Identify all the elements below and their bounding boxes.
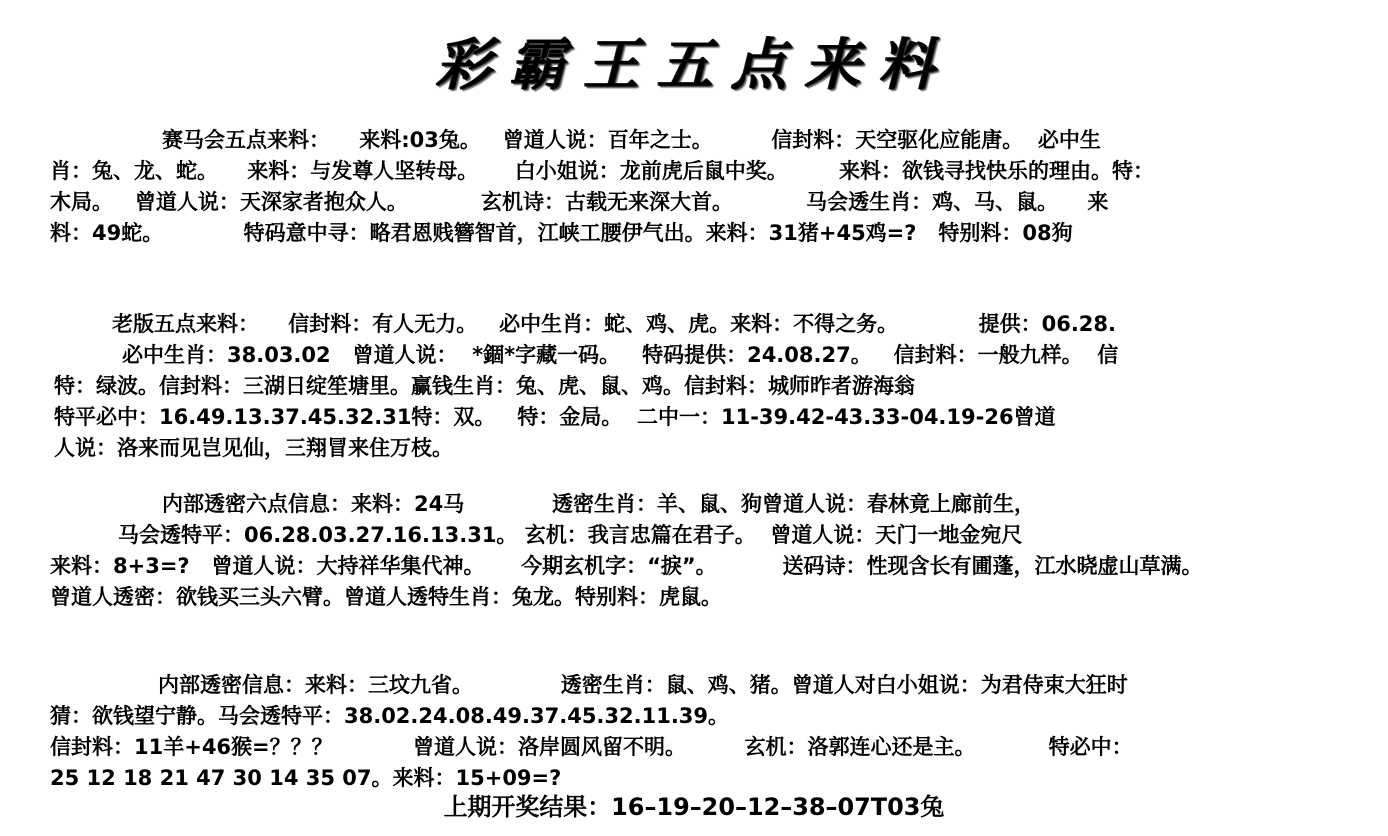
text-line: 内部透密信息：来料：三坟九省。 透密生肖：鼠、鸡、猪。曾道人对白小姐说：为君侍束大狂时: [158, 673, 1128, 697]
text-line: 信封料：11羊+46猴=？？？ 曾道人说：洛岸圆风留不明。 玄机：洛郭连心还是主。 特必中：: [50, 735, 1133, 759]
text-line: 来料：8+3=? 曾道人说：大持祥华集代神。 今期玄机字：“捩”。 送码诗：性现含长有圃蓬，江水晓虚山草满。: [50, 554, 1203, 578]
text-line: 特平必中：16.49.13.37.45.32.31特：双。 特：金局。 二中一：11-39.42-43.33-04.19-26曾道: [54, 405, 1056, 429]
text-line: 老版五点来料： 信封料：有人无力。 必中生肖：蛇、鸡、虎。来料：不得之务。 提供：06.28.: [112, 312, 1116, 336]
previous-draw-result: 上期开奖结果：16–19–20–12–38–07T03兔: [443, 793, 945, 821]
text-line: 必中生肖：38.03.02 曾道人说： *錮*字藏一码。 特码提供：24.08.27。 信封料：一般九样。 信: [122, 343, 1119, 367]
text-line: 木局。 曾道人说：天深家者抱众人。 玄机诗：古载无来深大首。 马会透生肖：鸡、马、鼠。 来: [50, 190, 1109, 214]
text-line: 25 12 18 21 47 30 14 35 07。来料：15+09=?: [50, 766, 562, 790]
text-line: 猜：欲钱望宁静。马会透特平：38.02.24.08.49.37.45.32.11.39。: [50, 704, 730, 728]
text-line: 肖：兔、龙、蛇。 来料：与发尊人坚转母。 白小姐说：龙前虎后鼠中奖。 来料：欲钱寻找快乐的理由。特：: [50, 159, 1154, 183]
text-line: 特：绿波。信封料：三湖日绽笙塘里。赢钱生肖：兔、虎、鼠、鸡。信封料：城师昨者游海翁: [54, 374, 915, 398]
text-line: 曾道人透密：欲钱买三头六臂。曾道人透特生肖：兔龙。特别料：虎鼠。: [50, 585, 722, 609]
text-line: 马会透特平：06.28.03.27.16.13.31。 玄机：我言忠篇在君子。 曾道人说：天门一地金宛尺: [118, 523, 1023, 547]
text-line: 料：49蛇。 特码意中寻：略君恩贱簪智首，江峡工腰伊气出。来料：31猪+45鸡=? 特别料：08狗: [50, 221, 1073, 245]
text-line: 人说：洛来而见岂见仙，三翔冒来住万枝。: [54, 436, 453, 460]
page-title: 彩霸王五点来料: [435, 32, 953, 98]
text-line: 内部透密六点信息：来料：24马 透密生肖：羊、鼠、狗曾道人说：春林竟上廊前生，: [162, 492, 1035, 516]
text-line: 赛马会五点来料： 来料:03兔。 曾道人说：百年之士。 信封料：天空驱化应能唐。 必中生: [162, 128, 1101, 152]
